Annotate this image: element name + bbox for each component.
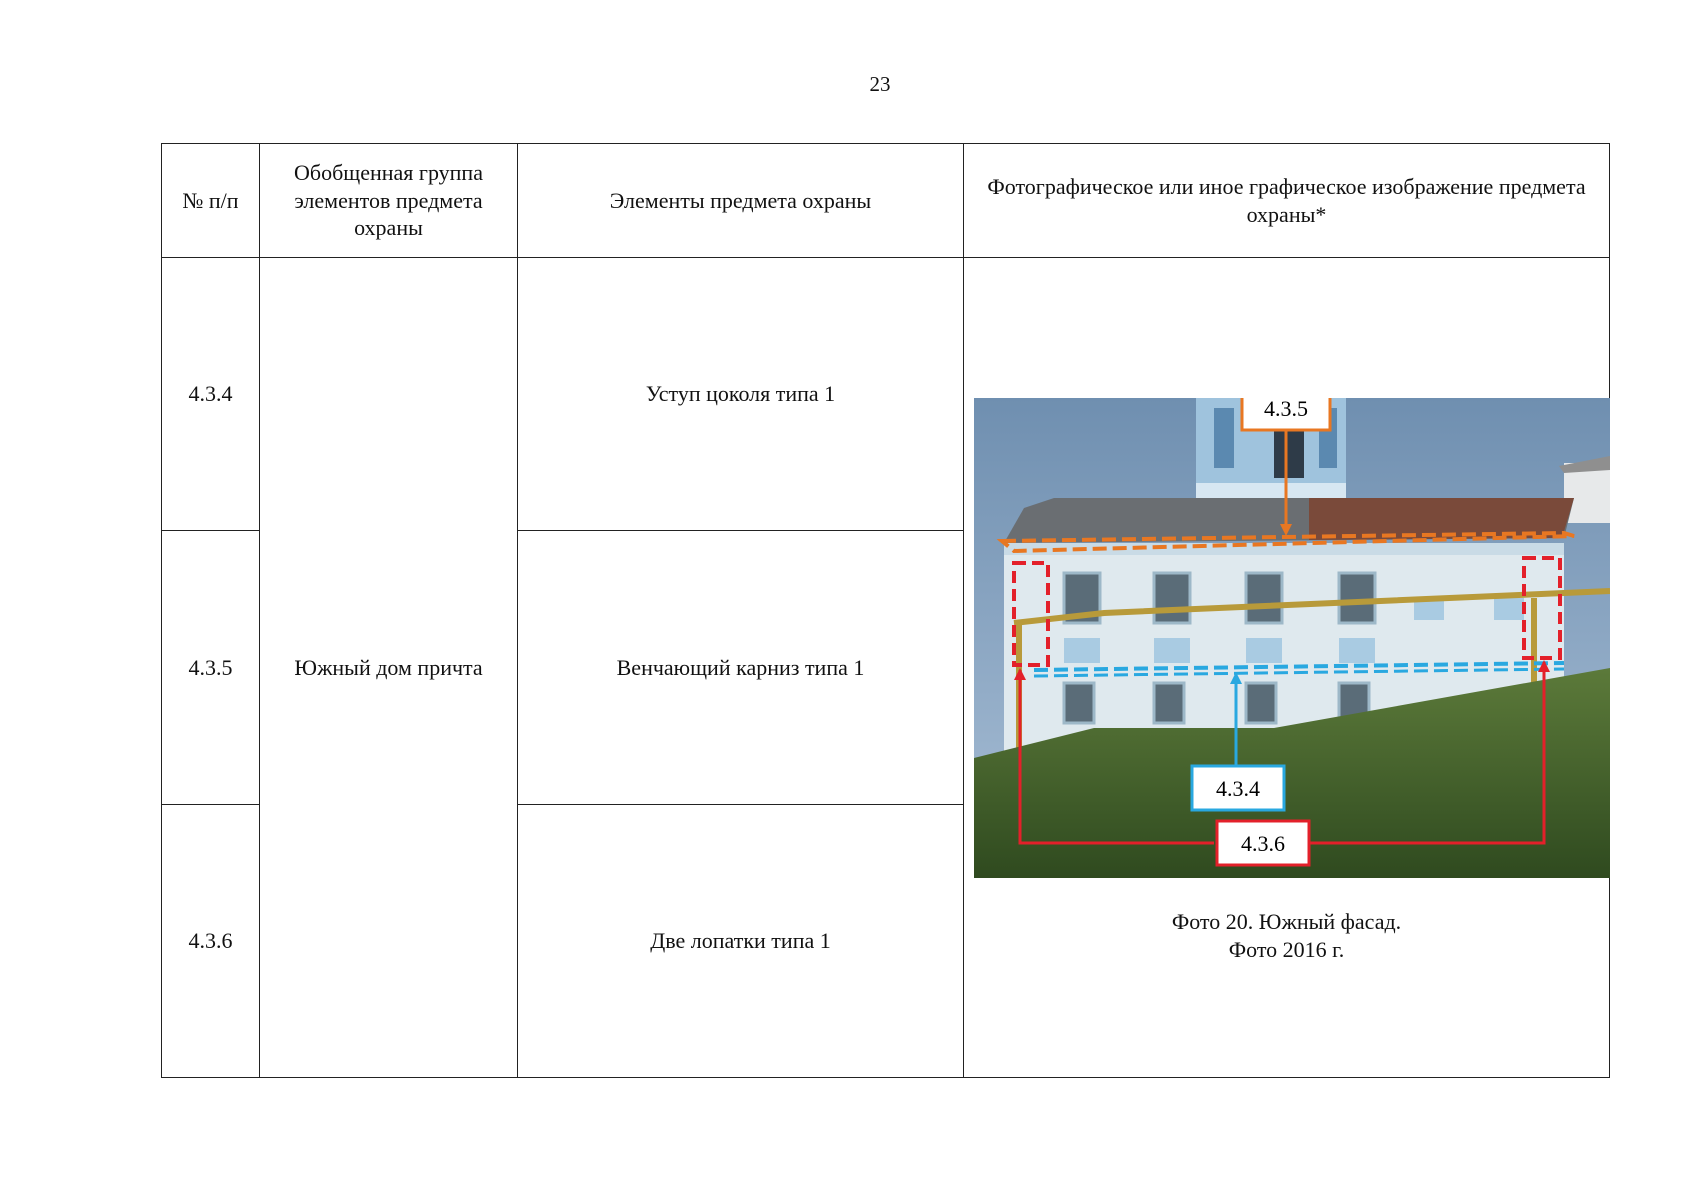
annotated-facade-photo [974, 398, 1610, 878]
label-plinth: 4.3.4 [1216, 776, 1260, 801]
row-element: Две лопатки типа 1 [518, 804, 964, 1077]
row-element: Уступ цоколя типа 1 [518, 258, 964, 531]
header-number: № п/п [162, 144, 260, 258]
caption-line-2: Фото 2016 г. [1228, 936, 1345, 962]
row-element: Венчающий карниз типа 1 [518, 531, 964, 804]
header-image: Фотографическое или иное графическое изображение предмета охраны* [964, 144, 1610, 258]
protection-table [161, 143, 1610, 1078]
photo-caption [964, 908, 1609, 963]
group-name: Южный дом причта [260, 258, 518, 1078]
row-number: 4.3.5 [162, 531, 260, 804]
header-elements: Элементы предмета охраны [518, 144, 964, 258]
row-number: 4.3.4 [162, 258, 260, 531]
facade-photo [974, 398, 1610, 878]
photo-cell [964, 258, 1610, 1078]
label-pilasters: 4.3.6 [1241, 831, 1285, 856]
header-group: Обобщенная группа элементов предмета охраны [260, 144, 518, 258]
page-number: 23 [869, 72, 891, 96]
label-cornice: 4.3.5 [1264, 398, 1308, 421]
table-header-row [162, 144, 1610, 258]
table-row [162, 258, 1610, 531]
caption-line-1: Фото 20. Южный фасад. [1171, 909, 1402, 934]
row-number: 4.3.6 [162, 804, 260, 1077]
